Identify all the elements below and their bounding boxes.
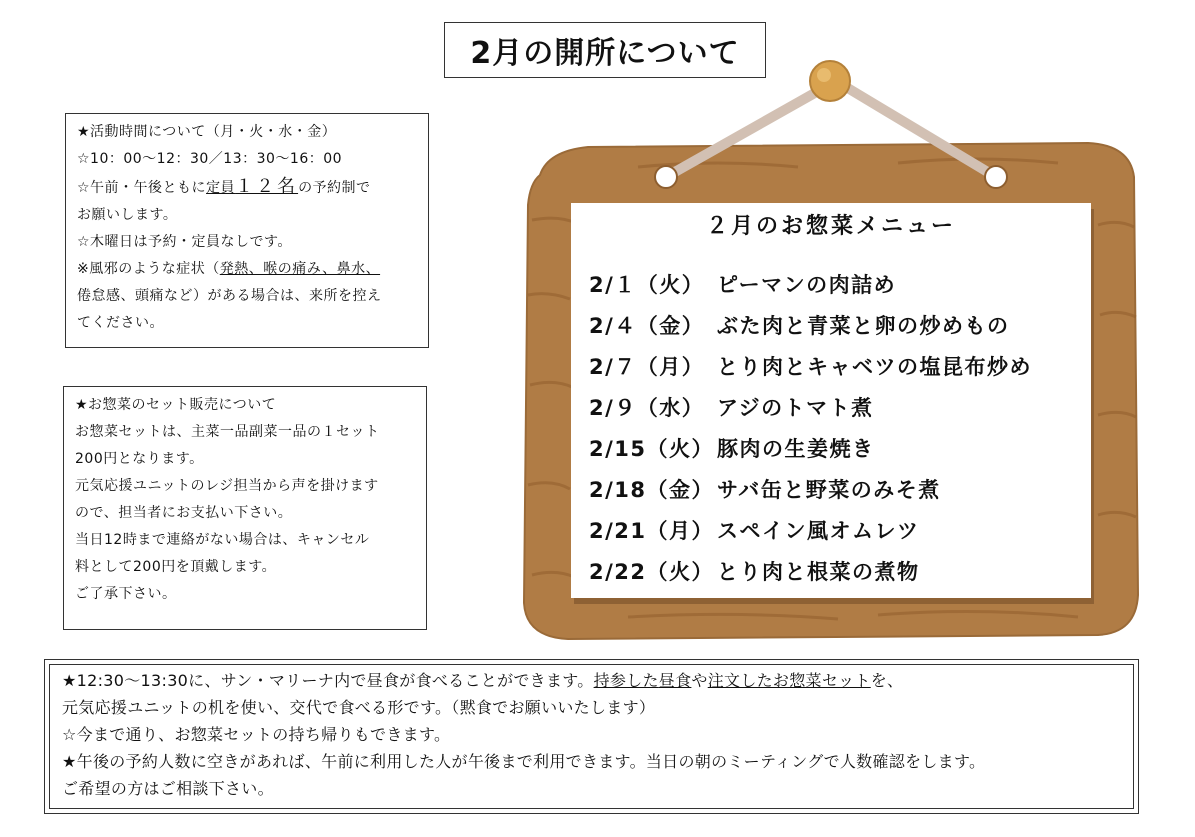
lunch-line-1 [62,667,1133,694]
sets-line: 当日12時まで連絡がない場合は、キャンセル [75,532,370,548]
capacity-line [77,173,428,202]
lunch-line-1-mid: や [691,671,708,690]
menu-dish: アジのトマト煮 [717,396,874,420]
lunch-info-box [44,659,1139,814]
menu-title: ２月のお惣菜メニュー [705,214,956,239]
capacity-label: 定員 [206,180,236,196]
menu-dish: スペイン風オムレツ [717,519,920,543]
menu-date: 2/４（金） [589,314,705,338]
sets-line: 元気応援ユニットのレジ担当から声を掛けます [75,478,379,494]
cold-line [77,256,428,283]
sets-line: 200円となります。 [75,451,204,467]
lunch-line-1-suffix: を、 [870,671,904,690]
menu-date: 2/７（月） [589,355,705,379]
menu-dish: とり肉とキャベツの塩昆布炒め [717,355,1032,379]
sets-line: ご了承下さい。 [75,586,177,602]
thursday-note: ☆木曜日は予約・定員なしです。 [77,234,292,250]
hours-times: ☆10：00～12：30／13：30～16：00 [77,151,343,167]
menu-item [589,511,1032,552]
menu-board [518,55,1148,645]
menu-date: 2/１（火） [589,273,705,297]
sets-line: お惣菜セットは、主菜一品副菜一品の１セット [75,424,380,440]
menu-item [589,552,1032,593]
menu-dish: ぶた肉と青菜と卵の炒めもの [717,314,1010,338]
capacity-suffix: の予約制で [298,180,371,196]
menu-dish: 豚肉の生姜焼き [717,437,875,461]
cold-prefix: ※風邪のような症状（ [77,261,220,277]
lunch-line-1-underline-a: 持参した [593,671,659,690]
menu-item [589,470,1032,511]
cold-line-3: てください。 [77,315,164,331]
menu-date: 2/18（金） [589,478,715,502]
sets-line: ので、担当者にお支払い下さい。 [75,505,293,521]
lunch-line-1-underline-c: 注文したお惣菜セット [707,671,871,690]
capacity-line-2: お願いします。 [77,207,178,223]
lunch-line-1-prefix: ★12:30～13:30に、サン・マリーナ内で昼食が食べることができます。 [62,671,594,690]
hours-heading: ★活動時間について（月・火・水・金） [77,124,337,140]
menu-item [589,265,1032,306]
menu-item [589,347,1032,388]
menu-paper [571,203,1091,598]
cold-symptoms: 発熱、喉の痛み、鼻水、 [219,261,381,277]
sets-line: 料として200円を頂戴します。 [75,559,277,575]
page-title: 2月の開所について [444,22,766,78]
activity-hours-box [65,113,429,348]
set-sales-box [63,386,427,630]
menu-item [589,306,1032,347]
capacity-prefix: ☆午前・午後ともに [77,180,207,196]
menu-dish: サバ缶と野菜のみそ煮 [717,478,941,502]
cold-line-2: 倦怠感、頭痛など）がある場合は、来所を控え [77,288,382,304]
menu-date: 2/22（火） [589,560,715,584]
menu-date: 2/15（火） [589,437,715,461]
lunch-line-1-underline-b: 昼食 [658,671,692,690]
lunch-line-4: ★午後の予約人数に空きがあれば、午前に利用した人が午後まで利用できます。当日の朝のミーティングで人数確認をします。 [62,752,986,771]
lunch-line-3: ☆今まで通り、お惣菜セットの持ち帰りもできます。 [62,725,451,744]
menu-dish: ピーマンの肉詰め [717,273,897,297]
sets-line: ★お惣菜のセット販売について [75,397,277,413]
menu-date: 2/21（月） [589,519,715,543]
menu-list [589,265,1032,593]
lunch-info-inner [49,664,1134,809]
lunch-line-2: 元気応援ユニットの机を使い、交代で食べる形です。（黙食でお願いいたします） [62,698,656,717]
menu-dish: とり肉と根菜の煮物 [717,560,920,584]
lunch-line-5: ご希望の方はご相談下さい。 [62,779,274,798]
capacity-number: １２名 [235,176,299,197]
menu-item [589,388,1032,429]
menu-item [589,429,1032,470]
menu-date: 2/９（水） [589,396,705,420]
